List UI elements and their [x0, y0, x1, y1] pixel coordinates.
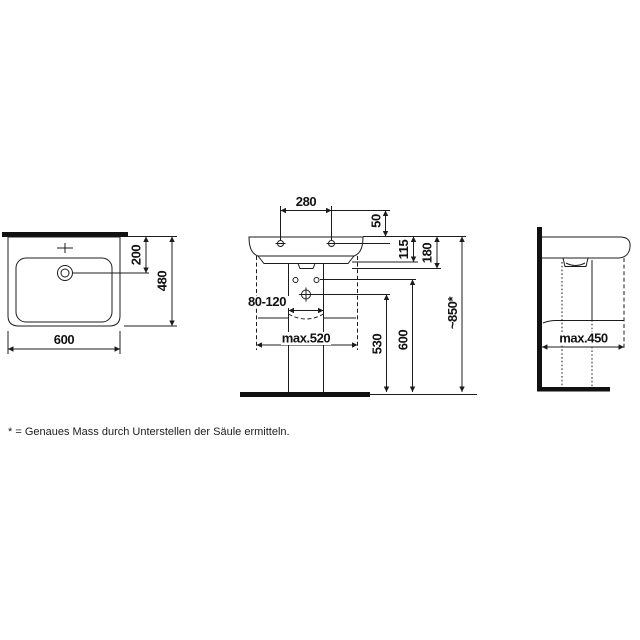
- basin-side-profile: [542, 237, 630, 258]
- side-view: [537, 227, 630, 392]
- fixing-hole-right: [327, 241, 337, 247]
- pedestal-hole-right: [314, 278, 319, 283]
- dim-label-drain-clearance: 80-120: [247, 294, 287, 309]
- front-view: [240, 194, 477, 397]
- overflow-cross-marker: [57, 243, 73, 253]
- floor-bar-side: [537, 387, 610, 392]
- dim-label-50: 50: [368, 214, 384, 228]
- footnote-text: * = Genaues Mass durch Unterstellen der Säule ermitteln.: [8, 426, 290, 438]
- dim-label-basin-width: 600: [53, 332, 75, 347]
- wall-bar-plan: [2, 232, 128, 237]
- dim-label-total-height: ~850*: [444, 296, 460, 330]
- floor-bar: [240, 392, 370, 397]
- pedestal-hole-left: [293, 278, 298, 283]
- dim-label-180: 180: [419, 242, 435, 264]
- dim-label-basin-depth: 480: [154, 270, 170, 292]
- height-dimensions: [352, 211, 466, 393]
- tap-hole: [58, 266, 73, 281]
- pedestal-back-arc: [289, 314, 324, 319]
- overflow-outlet: [298, 264, 315, 269]
- basin-front-outline: [249, 237, 363, 256]
- dim-label-tap-offset: 200: [128, 244, 144, 266]
- basin-inner-bowl: [16, 258, 112, 322]
- dim-label-hole-spacing: 280: [295, 194, 317, 209]
- dim-label-pedestal-max-width: max.520: [281, 330, 331, 346]
- pedestal-shoulder-side: [543, 321, 624, 324]
- dim-label-drain-height: 530: [369, 333, 385, 355]
- dim-label-fixing-height: 600: [395, 329, 411, 351]
- wall-bar-side: [537, 227, 542, 389]
- fixing-hole-left: [276, 241, 286, 247]
- basin-outer-rim: [8, 237, 120, 326]
- top-view: [2, 232, 177, 354]
- dim-label-pedestal-max-depth: max.450: [559, 330, 608, 346]
- drain-symbol: [299, 288, 313, 302]
- dim-label-115: 115: [395, 239, 411, 260]
- basin-apron: [258, 256, 354, 264]
